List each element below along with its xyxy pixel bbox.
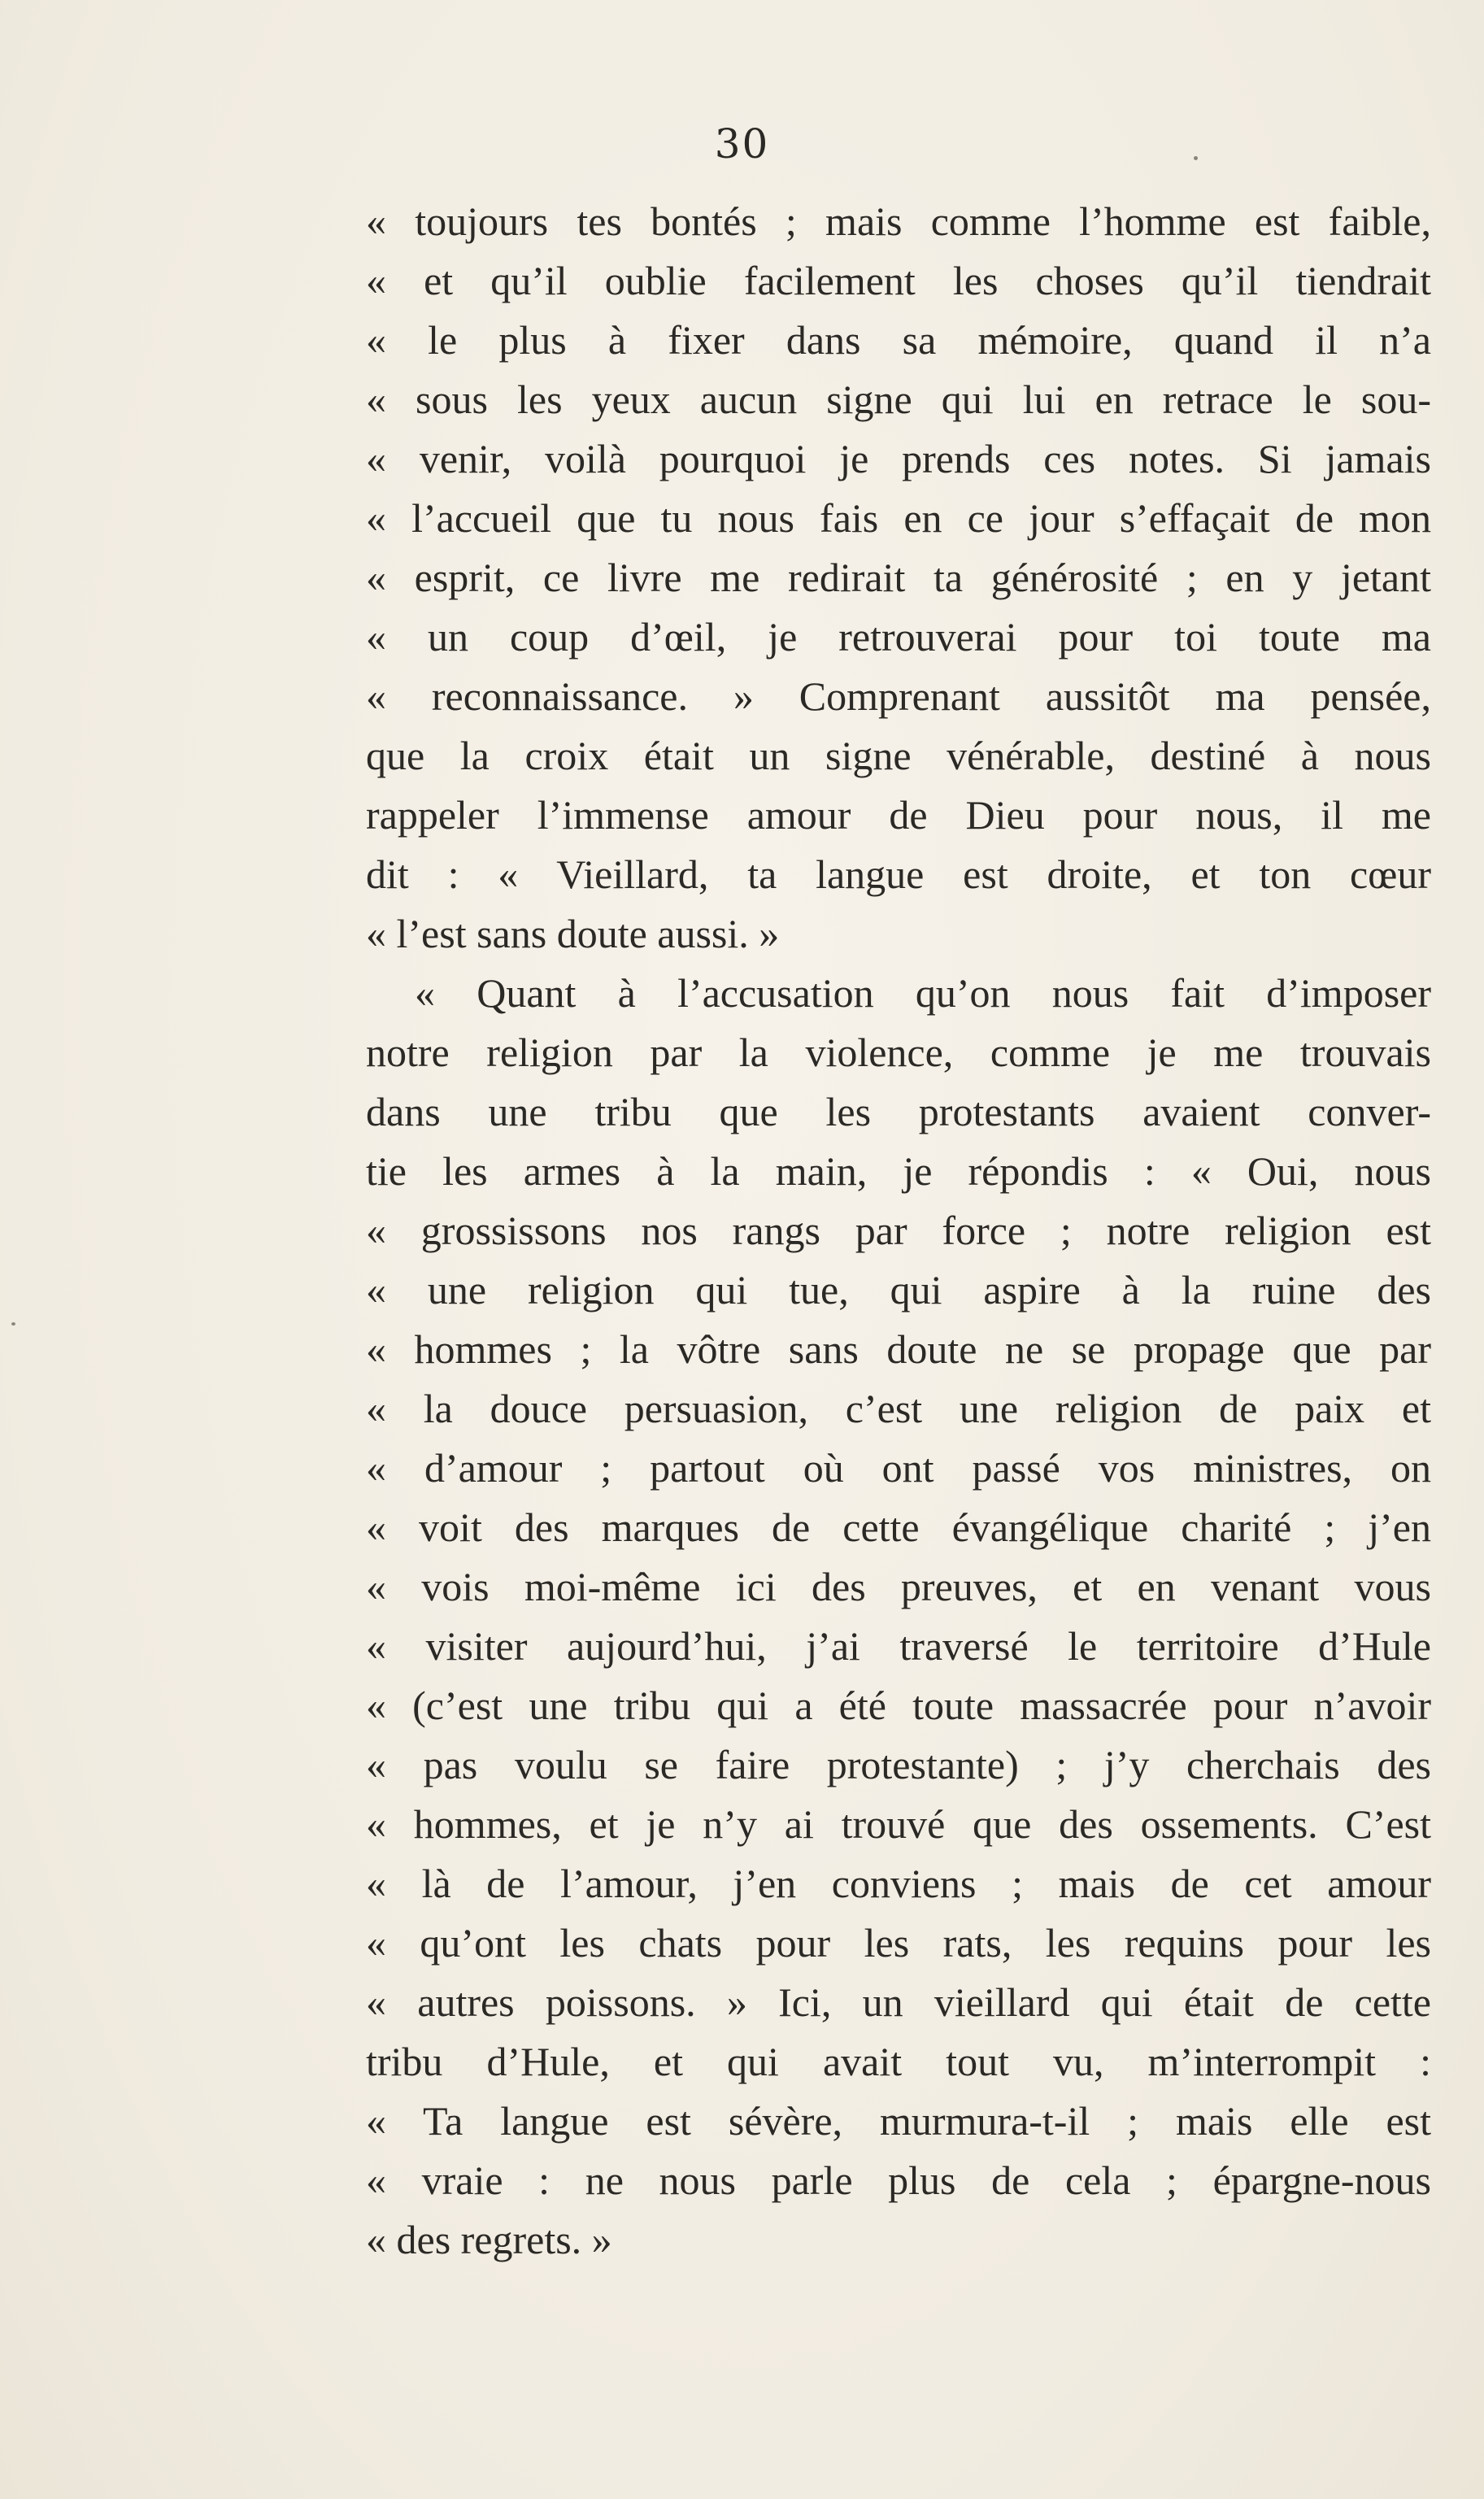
text-line: « une religion qui tue, qui aspire à la ruine des [366, 1267, 1431, 1313]
text-line: « des regrets. » [366, 2217, 612, 2262]
text-line: « l’accueil que tu nous fais en ce jour s’effaçait de mon [366, 495, 1431, 541]
text-line: « grossissons nos rangs par force ; notre religion est [366, 1208, 1431, 1253]
text-line: « qu’ont les chats pour les rats, les requins pour les [366, 1920, 1431, 1966]
text-line: « Quant à l’accusation qu’on nous fait d’imposer [415, 970, 1431, 1016]
paper-speck [11, 1322, 15, 1326]
text-line: « (c’est une tribu qui a été toute massacrée pour n’avoir [366, 1683, 1431, 1728]
text-line: « autres poissons. » Ici, un vieillard qui était de cette [366, 1979, 1431, 2025]
text-line: « pas voulu se faire protestante) ; j’y cherchais des [366, 1742, 1431, 1787]
text-line: « la douce persuasion, c’est une religion de paix et [366, 1386, 1431, 1431]
text-line: « reconnaissance. » Comprenant aussitôt ma pensée, [366, 673, 1431, 719]
text-line: « le plus à fixer dans sa mémoire, quand il n’a [366, 317, 1431, 363]
page-number: 30 [714, 120, 770, 168]
text-line: tie les armes à la main, je répondis : « Oui, nous [366, 1148, 1431, 1194]
paper-speck [1194, 156, 1198, 160]
text-line: « venir, voilà pourquoi je prends ces notes. Si jamais [366, 436, 1431, 481]
text-line: « et qu’il oublie facilement les choses qu’il tiendrait [366, 258, 1431, 303]
text-line: « hommes, et je n’y ai trouvé que des ossements. C’est [366, 1801, 1431, 1847]
text-line: « visiter aujourd’hui, j’ai traversé le territoire d’Hule [366, 1623, 1431, 1669]
text-line: « un coup d’œil, je retrouverai pour toi toute ma [366, 614, 1431, 660]
text-line: tribu d’Hule, et qui avait tout vu, m’interrompit : [366, 2039, 1431, 2084]
text-line: « Ta langue est sévère, murmura-t-il ; mais elle est [366, 2098, 1431, 2144]
text-line: notre religion par la violence, comme je me trouvais [366, 1030, 1431, 1075]
text-line: « toujours tes bontés ; mais comme l’homme est faible, [366, 198, 1431, 244]
text-line: « vois moi-même ici des preuves, et en venant vous [366, 1564, 1431, 1609]
text-line: « là de l’amour, j’en conviens ; mais de cet amour [366, 1861, 1431, 1906]
text-line: dit : « Vieillard, ta langue est droite, et ton cœur [366, 851, 1431, 897]
text-line: « vraie : ne nous parle plus de cela ; épargne-nous [366, 2157, 1431, 2203]
text-line: « d’amour ; partout où ont passé vos ministres, on [366, 1445, 1431, 1491]
page-body-text [366, 192, 1431, 2270]
text-line: « esprit, ce livre me redirait ta générosité ; en y jetant [366, 555, 1431, 600]
text-line: rappeler l’immense amour de Dieu pour nous, il me [366, 792, 1431, 838]
text-line: « l’est sans doute aussi. » [366, 911, 780, 956]
text-line: que la croix était un signe vénérable, destiné à nous [366, 733, 1431, 778]
text-line: « hommes ; la vôtre sans doute ne se propage que par [366, 1326, 1431, 1372]
text-line: dans une tribu que les protestants avaient conver- [366, 1089, 1431, 1134]
text-line: « voit des marques de cette évangélique charité ; j’en [366, 1504, 1431, 1550]
text-line: « sous les yeux aucun signe qui lui en retrace le sou- [366, 377, 1431, 422]
